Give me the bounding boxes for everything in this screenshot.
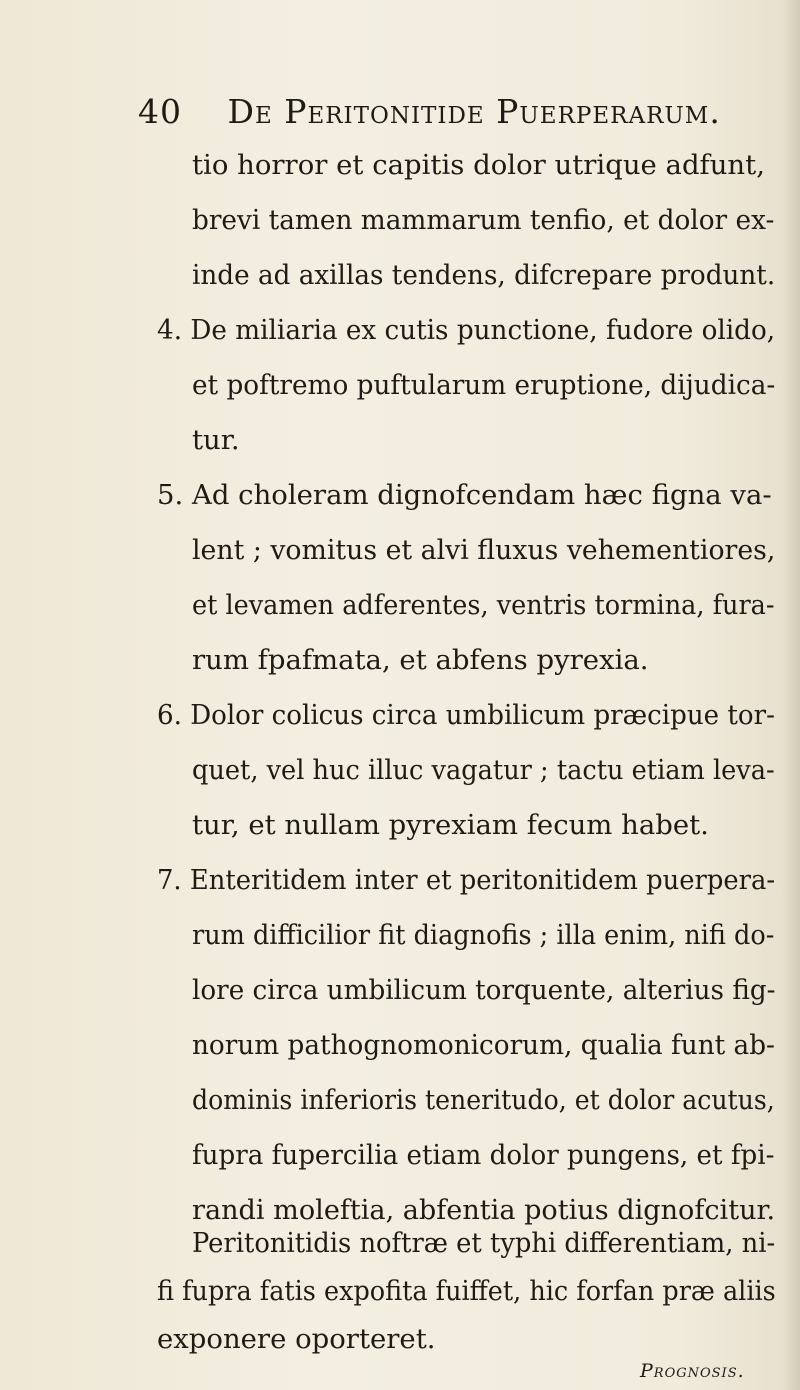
text-line: 5. Ad choleram dignofcendam hæc figna va- — [157, 479, 772, 511]
text-line: tur, et nullam pyrexiam fecum habet. — [192, 809, 709, 841]
text-line: quet, vel huc illuc vagatur ; tactu etiam leva- — [192, 754, 775, 786]
text-line: lent ; vomitus et alvi fluxus vehementiores, — [192, 534, 776, 566]
catchword: Prognosis. — [640, 1360, 745, 1382]
text-line: 7. Enteritidem inter et peritonitidem puerpera- — [157, 864, 776, 896]
text-line: et poftremo puftularum eruptione, dijudica- — [192, 369, 776, 401]
text-line: dominis inferioris teneritudo, et dolor acutus, — [192, 1084, 775, 1116]
text-line: rum fpafmata, et abfens pyrexia. — [192, 644, 649, 676]
text-line: fi fupra fatis expofita fuiffet, hic forfan præ aliis — [157, 1275, 776, 1307]
text-line: rum difficilior fit diagnofis ; illa enim, nifi do- — [192, 919, 775, 951]
running-title: De Peritonitide Puerperarum. — [227, 92, 721, 131]
text-line: inde ad axillas tendens, difcrepare produnt. — [192, 259, 776, 291]
text-line: lore circa umbilicum torquente, alterius fig- — [192, 974, 776, 1006]
text-line: tio horror et capitis dolor utrique adfunt, — [192, 149, 765, 181]
text-line: 4. De miliaria ex cutis punctione, fudore olido, — [157, 314, 776, 346]
text-line: tur. — [192, 424, 240, 456]
text-line: Peritonitidis noftræ et typhi differentiam, ni- — [192, 1227, 776, 1259]
text-line: 6. Dolor colicus circa umbilicum præcipue tor- — [157, 699, 775, 731]
page-number: 40 — [138, 92, 182, 131]
text-line: et levamen adferentes, ventris tormina, fura- — [192, 589, 775, 621]
text-line: fupra fupercilia etiam dolor pungens, et fpi- — [192, 1139, 775, 1171]
running-header — [138, 92, 778, 131]
page-edge-shadow — [782, 0, 800, 1390]
text-line: norum pathognomonicorum, qualia funt ab- — [192, 1029, 775, 1061]
text-line: exponere oporteret. — [157, 1323, 436, 1355]
text-line: randi moleftia, abfentia potius dignofcitur. — [192, 1194, 776, 1226]
text-line: brevi tamen mammarum tenfio, et dolor ex- — [192, 204, 775, 236]
